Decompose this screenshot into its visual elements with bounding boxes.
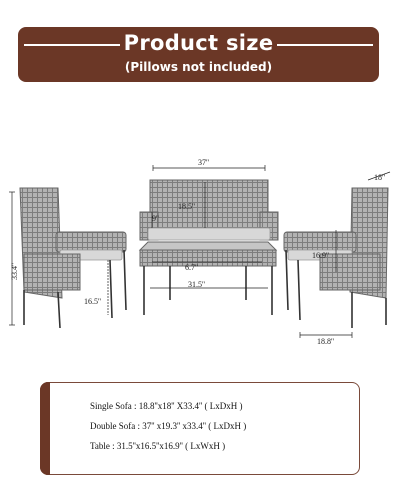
right-chair: [284, 172, 390, 338]
chair-depth-label: 18'': [374, 173, 385, 182]
sofa-height-label: 18.5'': [178, 202, 195, 211]
left-chair: [9, 188, 126, 328]
chair-seat-height-label: 16.5'': [84, 297, 101, 306]
product-size-banner: [18, 27, 379, 82]
sofa-width-label: 37'': [198, 158, 209, 167]
chair-height-label: 33.4'': [10, 263, 19, 280]
table-width-label: 31.5'': [188, 280, 205, 289]
banner-title-line-right: [277, 44, 373, 46]
spec-table: Table : 31.5''x16.5''x16.9'' ( LxWxH ): [90, 441, 226, 451]
table-height-label: 6.7'': [185, 263, 198, 272]
specs-accent-bar: [40, 382, 50, 475]
chair-width-label: 18.8'': [317, 337, 334, 346]
chair-back-height-label: 16.9'': [312, 251, 329, 260]
sofa-seat-label: 9'': [152, 214, 159, 223]
double-sofa: [140, 165, 278, 240]
banner-subtitle: (Pillows not included): [124, 60, 273, 74]
coffee-table: [140, 242, 276, 315]
spec-double-sofa: Double Sofa : 37'' x19.3'' x33.4'' ( LxDxH ): [90, 421, 247, 431]
spec-single-sofa: Single Sofa : 18.8''x18'' X33.4'' ( LxDxH ): [90, 401, 243, 411]
furniture-illustration: [0, 150, 400, 350]
banner-title: Product size: [123, 31, 274, 55]
